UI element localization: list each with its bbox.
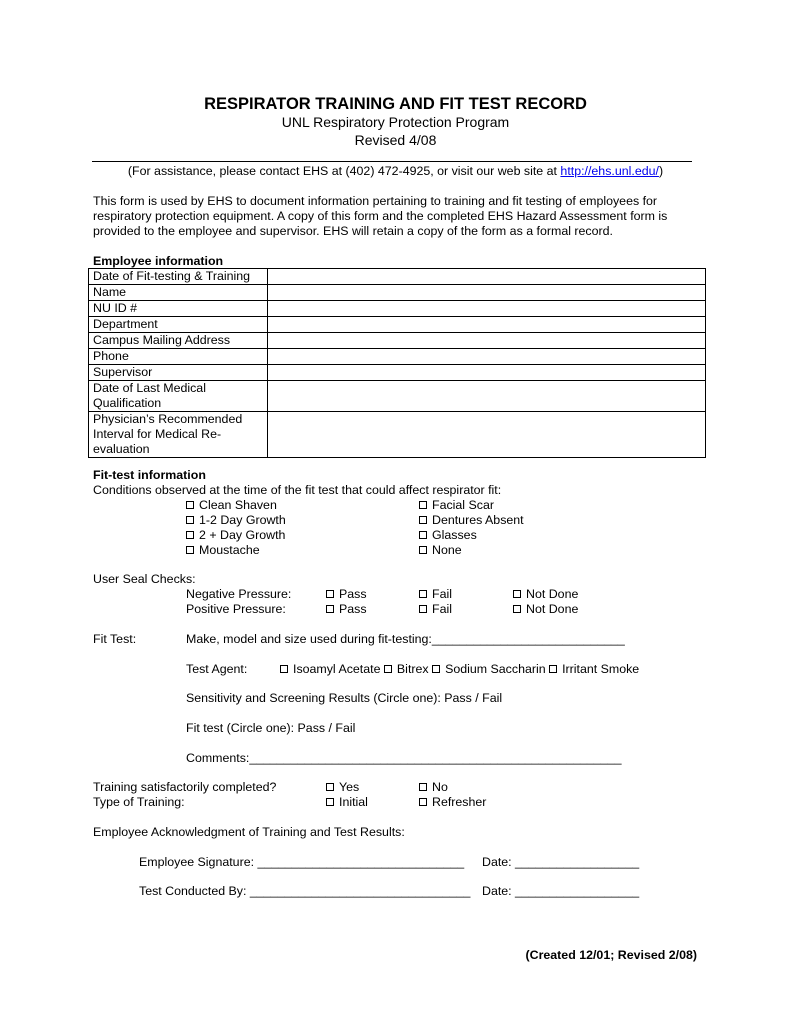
negative-pass-checkbox[interactable] bbox=[326, 587, 367, 602]
field-medical-interval[interactable] bbox=[268, 412, 706, 458]
checkbox-icon bbox=[326, 590, 334, 598]
option-label: Not Done bbox=[526, 602, 579, 616]
agent-isoamyl-checkbox[interactable] bbox=[280, 662, 380, 676]
assistance-close: ) bbox=[658, 164, 664, 178]
checkbox-icon bbox=[326, 798, 334, 806]
field-nu-id[interactable] bbox=[268, 301, 706, 317]
row-label: Date of Last Medical Qualification bbox=[89, 381, 268, 412]
option-label: Fail bbox=[432, 587, 452, 601]
option-label: Bitrex bbox=[396, 662, 429, 676]
option-label: Sodium Saccharin bbox=[445, 662, 546, 676]
checkbox-icon bbox=[384, 665, 392, 673]
conditions-label: Conditions observed at the time of the fit test that could affect respirator fit: bbox=[93, 483, 502, 497]
employee-signature-date[interactable]: Date: __________________ bbox=[482, 855, 640, 869]
condition-label: 2 + Day Growth bbox=[199, 528, 286, 542]
condition-label: None bbox=[432, 543, 462, 557]
checkbox-icon bbox=[280, 665, 288, 673]
test-agent-options bbox=[280, 662, 639, 677]
table-row bbox=[89, 285, 706, 301]
intro-line-3: provided to the employee and supervisor. EHS will retain a copy of the form as a formal record. bbox=[93, 224, 613, 238]
field-name[interactable] bbox=[268, 285, 706, 301]
condition-facial-scar[interactable] bbox=[419, 498, 494, 513]
condition-glasses[interactable] bbox=[419, 528, 477, 543]
option-label: Yes bbox=[339, 780, 360, 794]
row-label: Name bbox=[89, 285, 268, 301]
conducted-by-field[interactable]: Test Conducted By: ________________________________ bbox=[139, 884, 471, 898]
make-model-field[interactable]: Make, model and size used during fit-testing:____________________________ bbox=[186, 632, 625, 646]
form-subtitle: UNL Respiratory Protection Program bbox=[281, 114, 510, 130]
field-phone[interactable] bbox=[268, 349, 706, 365]
row-label: Department bbox=[89, 317, 268, 333]
checkbox-icon bbox=[326, 605, 334, 613]
employee-info-heading: Employee information bbox=[93, 254, 224, 268]
condition-label: Glasses bbox=[432, 528, 477, 542]
checkbox-icon bbox=[419, 546, 427, 554]
condition-dentures-absent[interactable] bbox=[419, 513, 524, 528]
negative-fail-checkbox[interactable] bbox=[419, 587, 452, 602]
comments-field[interactable]: Comments:______________________________________________________ bbox=[186, 751, 622, 765]
condition-2-plus-day[interactable] bbox=[186, 528, 285, 543]
condition-moustache[interactable] bbox=[186, 543, 260, 558]
row-label: Phone bbox=[89, 349, 268, 365]
employee-info-table bbox=[88, 268, 706, 458]
field-date-fit-testing[interactable] bbox=[268, 269, 706, 285]
conducted-by-date[interactable]: Date: __________________ bbox=[482, 884, 640, 898]
table-row bbox=[89, 269, 706, 285]
form-revision: Revised 4/08 bbox=[354, 132, 437, 148]
assistance-line bbox=[0, 164, 791, 179]
table-row bbox=[89, 381, 706, 412]
agent-bitrex-checkbox[interactable] bbox=[384, 662, 429, 676]
field-campus-address[interactable] bbox=[268, 333, 706, 349]
checkbox-icon bbox=[186, 531, 194, 539]
checkbox-icon bbox=[513, 605, 521, 613]
table-row bbox=[89, 317, 706, 333]
field-supervisor[interactable] bbox=[268, 365, 706, 381]
positive-pass-checkbox[interactable] bbox=[326, 602, 367, 617]
condition-label: Dentures Absent bbox=[432, 513, 524, 527]
row-label: Physician’s Recommended Interval for Medical Re-evaluation bbox=[89, 412, 268, 458]
seal-checks-label: User Seal Checks: bbox=[93, 572, 196, 586]
field-last-medical[interactable] bbox=[268, 381, 706, 412]
option-label: Refresher bbox=[432, 795, 487, 809]
fit-test-heading: Fit-test information bbox=[93, 468, 206, 482]
positive-not-done-checkbox[interactable] bbox=[513, 602, 578, 617]
table-row bbox=[89, 349, 706, 365]
row-label: Campus Mailing Address bbox=[89, 333, 268, 349]
fit-test-result[interactable]: Fit test (Circle one): Pass / Fail bbox=[186, 721, 356, 735]
condition-label: 1-2 Day Growth bbox=[199, 513, 286, 527]
checkbox-icon bbox=[419, 798, 427, 806]
training-initial-checkbox[interactable] bbox=[326, 795, 368, 810]
row-label: Supervisor bbox=[89, 365, 268, 381]
checkbox-icon bbox=[513, 590, 521, 598]
option-label: No bbox=[432, 780, 448, 794]
checkbox-icon bbox=[186, 546, 194, 554]
positive-fail-checkbox[interactable] bbox=[419, 602, 452, 617]
row-label: Date of Fit-testing & Training bbox=[89, 269, 268, 285]
checkbox-icon bbox=[549, 665, 557, 673]
condition-label: Clean Shaven bbox=[199, 498, 277, 512]
employee-signature-field[interactable]: Employee Signature: ______________________________ bbox=[139, 855, 465, 869]
negative-pressure-label: Negative Pressure: bbox=[186, 587, 292, 601]
checkbox-icon bbox=[186, 516, 194, 524]
option-label: Pass bbox=[339, 602, 367, 616]
training-no-checkbox[interactable] bbox=[419, 780, 448, 795]
condition-label: Facial Scar bbox=[432, 498, 494, 512]
checkbox-icon bbox=[186, 501, 194, 509]
agent-irritant-smoke-checkbox[interactable] bbox=[549, 662, 639, 676]
fit-test-label: Fit Test: bbox=[93, 632, 137, 646]
ehs-website-link[interactable]: http://ehs.unl.edu/ bbox=[560, 164, 659, 178]
checkbox-icon bbox=[419, 605, 427, 613]
training-yes-checkbox[interactable] bbox=[326, 780, 359, 795]
header-divider bbox=[92, 161, 692, 162]
table-row bbox=[89, 365, 706, 381]
intro-line-2: respiratory protection equipment. A copy of this form and the completed EHS Hazard Assessment form is bbox=[93, 209, 668, 223]
option-label: Initial bbox=[339, 795, 368, 809]
training-completed-label: Training satisfactorily completed? bbox=[93, 780, 277, 794]
checkbox-icon bbox=[419, 501, 427, 509]
checkbox-icon bbox=[419, 783, 427, 791]
assistance-text: (For assistance, please contact EHS at (402) 472-4925, or visit our web site at bbox=[127, 164, 561, 178]
sensitivity-results[interactable]: Sensitivity and Screening Results (Circle one): Pass / Fail bbox=[186, 691, 503, 705]
checkbox-icon bbox=[419, 531, 427, 539]
option-label: Fail bbox=[432, 602, 452, 616]
checkbox-icon bbox=[326, 783, 334, 791]
form-title: RESPIRATOR TRAINING AND FIT TEST RECORD bbox=[204, 95, 587, 113]
table-row bbox=[89, 333, 706, 349]
test-agent-label: Test Agent: bbox=[186, 662, 248, 676]
condition-label: Moustache bbox=[199, 543, 260, 557]
training-refresher-checkbox[interactable] bbox=[419, 795, 486, 810]
option-label: Isoamyl Acetate bbox=[293, 662, 381, 676]
checkbox-icon bbox=[419, 516, 427, 524]
condition-1-2-day[interactable] bbox=[186, 513, 286, 528]
created-revised-note: (Created 12/01; Revised 2/08) bbox=[525, 948, 697, 962]
condition-none[interactable] bbox=[419, 543, 462, 558]
negative-not-done-checkbox[interactable] bbox=[513, 587, 578, 602]
agent-saccharin-checkbox[interactable] bbox=[432, 662, 546, 676]
option-label: Irritant Smoke bbox=[562, 662, 640, 676]
condition-clean-shaven[interactable] bbox=[186, 498, 277, 513]
row-label: NU ID # bbox=[89, 301, 268, 317]
checkbox-icon bbox=[432, 665, 440, 673]
option-label: Pass bbox=[339, 587, 367, 601]
acknowledgment-label: Employee Acknowledgment of Training and Test Results: bbox=[93, 825, 405, 839]
table-row bbox=[89, 412, 706, 458]
table-row bbox=[89, 301, 706, 317]
positive-pressure-label: Positive Pressure: bbox=[186, 602, 286, 616]
option-label: Not Done bbox=[526, 587, 579, 601]
field-department[interactable] bbox=[268, 317, 706, 333]
checkbox-icon bbox=[419, 590, 427, 598]
training-type-label: Type of Training: bbox=[93, 795, 185, 809]
intro-line-1: This form is used by EHS to document information pertaining to training and fit testing of employees for bbox=[93, 194, 658, 208]
